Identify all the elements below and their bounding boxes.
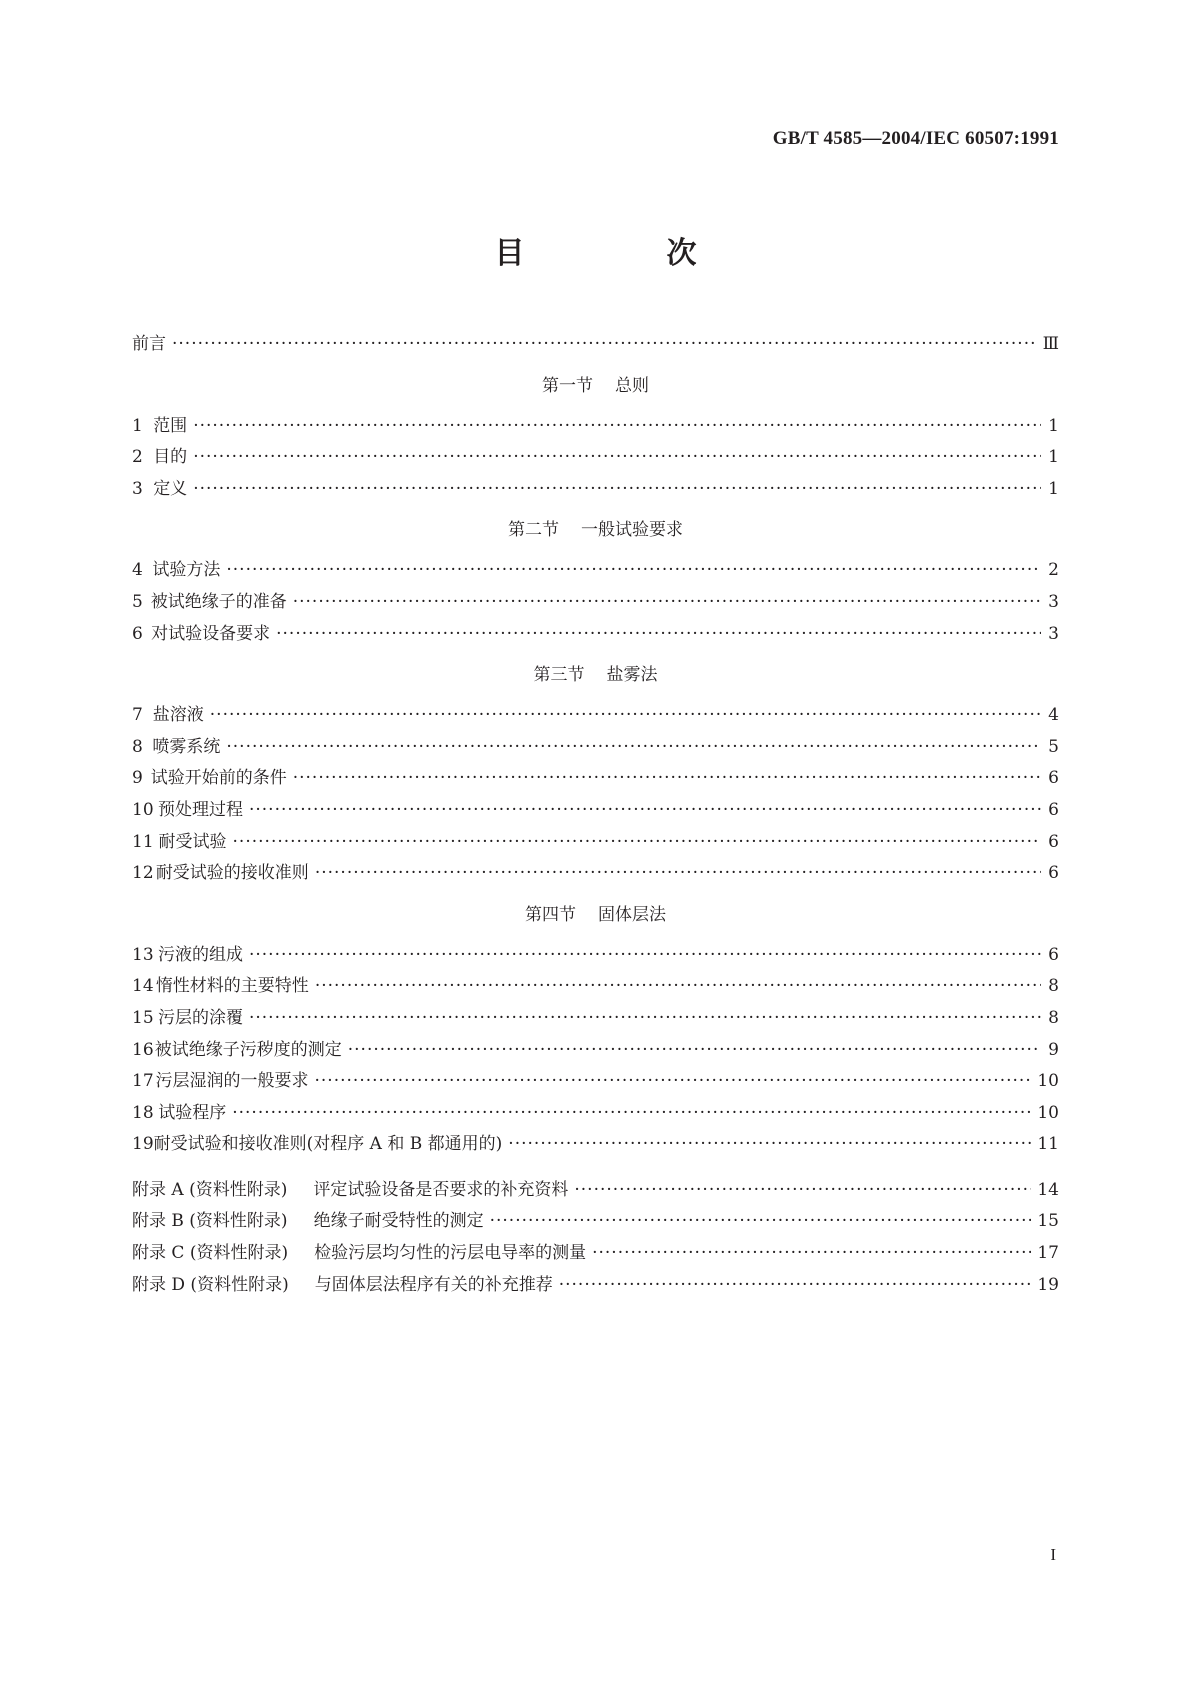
- leader-dots: [574, 1175, 1031, 1207]
- toc-entry-page: 2: [1048, 560, 1059, 581]
- leader-dots: [249, 940, 1041, 972]
- toc-entry[interactable]: [132, 1066, 1059, 1098]
- toc-entry-number: 12: [132, 863, 154, 884]
- toc-entry-title: 试验程序: [158, 1102, 227, 1123]
- leader-dots: [592, 1238, 1031, 1270]
- toc-entry-number: 14: [132, 976, 154, 997]
- section-label: 第二节: [508, 520, 559, 541]
- toc-entry[interactable]: [132, 858, 1059, 890]
- section-title: 总则: [615, 375, 649, 396]
- toc-entry-page: 6: [1048, 831, 1059, 852]
- toc-entry-page: 1: [1048, 447, 1059, 468]
- toc-entry[interactable]: [132, 587, 1059, 619]
- toc-entry-page: 11: [1037, 1134, 1059, 1155]
- table-of-contents: [132, 329, 1059, 1301]
- leader-dots: [276, 619, 1041, 651]
- toc-entry-page: 5: [1048, 736, 1059, 757]
- toc-title: 目 次: [494, 236, 753, 271]
- toc-entry-number: 3: [132, 478, 143, 499]
- appendix-label: 附录 C (资料性附录): [132, 1243, 289, 1264]
- section-heading-4: [132, 890, 1059, 940]
- leader-dots: [210, 700, 1041, 732]
- appendix-label: 附录 D (资料性附录): [132, 1274, 289, 1295]
- toc-entry-page: 1: [1048, 478, 1059, 499]
- toc-entry[interactable]: [132, 827, 1059, 859]
- leader-dots: [193, 474, 1041, 506]
- section-heading-1: [132, 361, 1059, 411]
- toc-entry[interactable]: [132, 1035, 1059, 1067]
- toc-entry-title: 目的: [153, 447, 188, 468]
- toc-entry-title: 污层湿润的一般要求: [155, 1071, 309, 1092]
- section-title: 固体层法: [598, 904, 666, 925]
- toc-entry-page: 4: [1048, 705, 1059, 726]
- section-label: 第三节: [533, 665, 585, 686]
- leader-dots: [249, 1003, 1041, 1035]
- toc-entry-title: 范围: [153, 415, 188, 436]
- toc-appendix-entry[interactable]: [132, 1175, 1059, 1207]
- leader-dots: [559, 1270, 1032, 1302]
- toc-entry[interactable]: [132, 971, 1059, 1003]
- toc-entry-number: 9: [132, 768, 143, 789]
- toc-entry[interactable]: [132, 619, 1059, 651]
- leader-dots: [193, 442, 1041, 474]
- section-label: 第一节: [542, 375, 593, 396]
- toc-entry-page: 10: [1037, 1102, 1059, 1123]
- toc-entry-title: 喷雾系统: [152, 736, 221, 757]
- toc-entry-page: 10: [1037, 1071, 1059, 1092]
- leader-dots: [293, 587, 1041, 619]
- section-heading-2: [132, 505, 1059, 555]
- standard-code: GB/T 4585—2004/IEC 60507:1991: [772, 128, 1059, 149]
- toc-entry-page: 6: [1048, 944, 1059, 965]
- toc-entry-title: 耐受试验: [158, 831, 227, 852]
- toc-entry-number: 2: [132, 447, 143, 468]
- toc-entry-title: 耐受试验的接收准则: [155, 863, 309, 884]
- toc-entry[interactable]: [132, 700, 1059, 732]
- toc-entry[interactable]: [132, 411, 1059, 443]
- toc-entry-title: 被试绝缘子污秽度的测定: [154, 1039, 342, 1060]
- toc-entry-page: Ⅲ: [1042, 334, 1059, 354]
- toc-entry-page: 19: [1037, 1274, 1059, 1295]
- toc-entry-title: 试验方法: [152, 560, 221, 581]
- leader-dots: [315, 858, 1041, 890]
- leader-dots: [249, 795, 1041, 827]
- toc-entry-number: 6: [132, 623, 143, 644]
- toc-appendix-entry[interactable]: [132, 1270, 1059, 1302]
- leader-dots: [226, 732, 1041, 764]
- appendix-label: 附录 A (资料性附录): [132, 1179, 288, 1200]
- toc-entry-title: 试验开始前的条件: [150, 768, 287, 789]
- toc-entry-title: 与固体层法程序有关的补充推荐: [314, 1274, 553, 1295]
- toc-entry-number: 15: [132, 1007, 154, 1028]
- toc-entry-title: 惰性材料的主要特性: [155, 976, 309, 997]
- toc-entry-title: 污液的组成: [157, 944, 243, 965]
- toc-entry-page: 15: [1037, 1211, 1059, 1232]
- toc-entry-title: 前言: [132, 334, 166, 354]
- toc-entry-number: 10: [132, 799, 154, 820]
- appendix-label: 附录 B (资料性附录): [132, 1211, 288, 1232]
- toc-entry-page: 6: [1048, 863, 1059, 884]
- toc-entry-title: 检验污层均匀性的污层电导率的测量: [314, 1243, 587, 1264]
- leader-dots: [193, 411, 1041, 443]
- toc-entry-number: 5: [132, 591, 143, 612]
- leader-dots: [490, 1206, 1032, 1238]
- toc-entry-number: 11: [132, 831, 154, 852]
- toc-entry[interactable]: [132, 1129, 1059, 1161]
- toc-entry-page: 8: [1048, 1007, 1059, 1028]
- section-heading-3: [132, 650, 1059, 700]
- leader-dots: [315, 1066, 1032, 1098]
- toc-entry[interactable]: [132, 940, 1059, 972]
- toc-entry-number: 7: [132, 705, 143, 726]
- leader-dots: [172, 329, 1037, 361]
- toc-entry-number: 4: [132, 560, 143, 581]
- leader-dots: [293, 763, 1041, 795]
- toc-entry-number: 1: [132, 415, 143, 436]
- toc-entry-page: 9: [1048, 1039, 1059, 1060]
- toc-entry[interactable]: [132, 555, 1059, 587]
- toc-entry[interactable]: [132, 763, 1059, 795]
- toc-entry[interactable]: [132, 442, 1059, 474]
- section-title: 一般试验要求: [581, 520, 683, 541]
- section-label: 第四节: [525, 904, 576, 925]
- toc-entry-title: 盐溶液: [152, 705, 204, 726]
- toc-entry-number: 16: [132, 1039, 154, 1060]
- toc-entry[interactable]: [132, 474, 1059, 506]
- page-number: I: [1050, 1545, 1056, 1564]
- leader-dots: [508, 1129, 1031, 1161]
- toc-entry[interactable]: [132, 1003, 1059, 1035]
- toc-entry-title: 对试验设备要求: [151, 623, 271, 644]
- toc-entry-page: 1: [1048, 415, 1059, 436]
- section-title: 盐雾法: [606, 665, 658, 686]
- toc-entry-title: 绝缘子耐受特性的测定: [313, 1211, 484, 1232]
- toc-entry-title: 预处理过程: [157, 799, 243, 820]
- toc-entry-number: 13: [132, 944, 154, 965]
- toc-entry-page: 3: [1048, 623, 1059, 644]
- leader-dots: [348, 1035, 1041, 1067]
- toc-entry-page: 8: [1048, 976, 1059, 997]
- toc-entry[interactable]: [132, 1098, 1059, 1130]
- toc-entry-page: 14: [1037, 1179, 1059, 1200]
- leader-dots: [226, 555, 1041, 587]
- toc-entry-title: 定义: [153, 478, 188, 499]
- toc-entry-page: 6: [1048, 799, 1059, 820]
- leader-dots: [233, 827, 1041, 859]
- toc-entry-number: 17: [132, 1071, 154, 1092]
- leader-dots: [232, 1098, 1031, 1130]
- toc-entry-number: 18: [132, 1102, 154, 1123]
- toc-entry-page: 17: [1037, 1243, 1059, 1264]
- leader-dots: [315, 971, 1041, 1003]
- toc-entry-title: 污层的涂覆: [157, 1007, 243, 1028]
- toc-entry[interactable]: [132, 795, 1059, 827]
- toc-entry-number: 8: [132, 736, 143, 757]
- toc-appendix-entry[interactable]: [132, 1206, 1059, 1238]
- toc-entry[interactable]: [132, 732, 1059, 764]
- toc-entry-title: 被试绝缘子的准备: [150, 591, 287, 612]
- toc-appendix-entry[interactable]: [132, 1238, 1059, 1270]
- spacer: [132, 1161, 1059, 1175]
- toc-entry-number: 19: [132, 1134, 154, 1155]
- toc-entry-preface[interactable]: [132, 329, 1059, 361]
- toc-entry-page: 6: [1048, 768, 1059, 789]
- toc-entry-title: 耐受试验和接收准则(对程序 A 和 B 都通用的): [153, 1134, 503, 1155]
- toc-entry-title: 评定试验设备是否要求的补充资料: [313, 1179, 569, 1200]
- toc-entry-page: 3: [1048, 591, 1059, 612]
